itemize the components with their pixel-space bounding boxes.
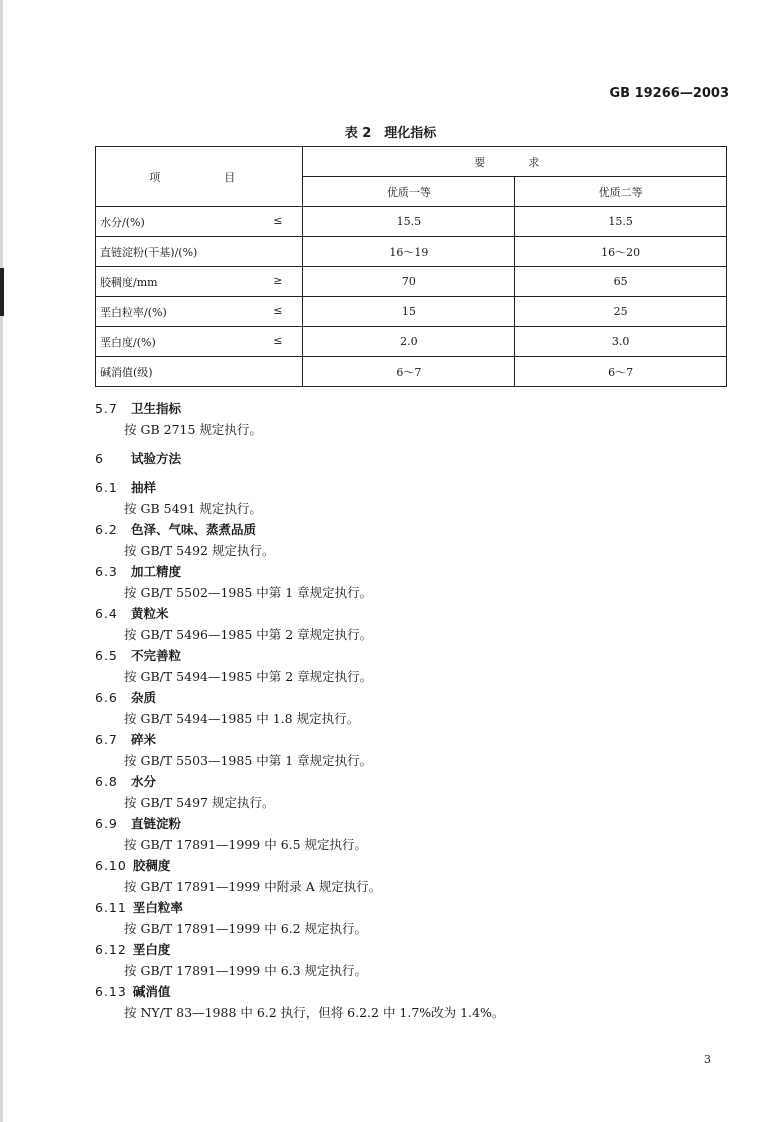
row-name-cell (96, 357, 303, 387)
section-heading (95, 939, 735, 960)
section-title: 杂质 (131, 690, 157, 705)
section-number: 6.4 (95, 606, 118, 621)
section-number: 6 (95, 451, 104, 466)
section-title: 抽样 (131, 480, 157, 495)
section-heading (95, 645, 735, 666)
section-text: 按 GB/T 5494—1985 中第 2 章规定执行。 (124, 669, 373, 684)
section-heading (95, 897, 735, 918)
section-text: 按 GB 5491 规定执行。 (124, 501, 262, 516)
chapter-heading (95, 448, 735, 469)
row-name: 水分/(%) (100, 215, 145, 229)
section-title: 垩白粒率 (132, 900, 183, 915)
section-number: 6.11 (95, 900, 127, 915)
section-heading (95, 855, 735, 876)
section-number: 6.10 (95, 858, 127, 873)
section-heading (95, 729, 735, 750)
row-name-cell (96, 207, 303, 237)
section-heading (95, 519, 735, 540)
column-header-item: 项 目 (96, 147, 303, 207)
section-text: 按 GB/T 17891—1999 中 6.3 规定执行。 (124, 963, 368, 978)
row-name-cell (96, 327, 303, 357)
section-number: 6.7 (95, 732, 118, 747)
section-text: 按 GB/T 5496—1985 中第 2 章规定执行。 (124, 627, 373, 642)
value-grade-1: 70 (303, 267, 515, 297)
section-text: 按 GB/T 17891—1999 中 6.5 规定执行。 (124, 837, 368, 852)
section-title: 黄粒米 (131, 606, 169, 621)
section-title: 试验方法 (131, 451, 182, 466)
comparison-symbol: ≤ (273, 213, 283, 227)
section-text: 按 NY/T 83—1988 中 6.2 执行，但将 6.2.2 中 1.7%改为 1.4%。 (124, 1005, 505, 1020)
table-row (96, 207, 727, 237)
section-title: 加工精度 (131, 564, 182, 579)
section-text: 按 GB/T 5503—1985 中第 1 章规定执行。 (124, 753, 373, 768)
section-text: 按 GB/T 5492 规定执行。 (124, 543, 275, 558)
section-heading (95, 687, 735, 708)
section-heading (95, 477, 735, 498)
value-grade-2: 65 (515, 267, 727, 297)
section-heading (95, 813, 735, 834)
section-title: 不完善粒 (131, 648, 182, 663)
row-name: 垩白度/(%) (100, 335, 156, 349)
section-title: 色泽、气味、蒸煮品质 (131, 522, 257, 537)
section-number: 6.1 (95, 480, 118, 495)
row-name: 胶稠度/mm (100, 275, 158, 289)
physicochemical-table (95, 146, 727, 387)
section-title: 胶稠度 (132, 858, 171, 873)
row-name: 直链淀粉(干基)/(%) (100, 245, 198, 259)
comparison-symbol: ≤ (273, 303, 283, 317)
section-number: 6.3 (95, 564, 118, 579)
section-title: 碱消值 (132, 984, 171, 999)
section-number: 6.2 (95, 522, 118, 537)
value-grade-1: 6～7 (303, 357, 515, 387)
section-title: 垩白度 (132, 942, 171, 957)
section-number: 6.8 (95, 774, 118, 789)
section-text: 按 GB/T 5502—1985 中第 1 章规定执行。 (124, 585, 373, 600)
section-text: 按 GB/T 5494—1985 中 1.8 规定执行。 (124, 711, 360, 726)
section-heading (95, 771, 735, 792)
section-title: 直链淀粉 (131, 816, 182, 831)
table-title: 表 2 理化指标 (344, 126, 437, 141)
scan-edge (0, 0, 3, 1122)
value-grade-2: 16～20 (515, 237, 727, 267)
section-heading (95, 981, 735, 1002)
row-name-cell (96, 237, 303, 267)
standard-number: GB 19266—2003 (609, 86, 729, 101)
section-title: 碎米 (131, 732, 157, 747)
section-title: 卫生指标 (131, 401, 182, 416)
section-number: 5.7 (95, 401, 118, 416)
column-header-grade-2: 优质二等 (515, 177, 727, 207)
section-number: 6.13 (95, 984, 127, 999)
table-row (96, 327, 727, 357)
column-header-requirement: 要 求 (303, 147, 727, 177)
section-heading (95, 603, 735, 624)
section-text: 按 GB/T 5497 规定执行。 (124, 795, 275, 810)
section-heading (95, 561, 735, 582)
table-row (96, 357, 727, 387)
row-name-cell (96, 297, 303, 327)
comparison-symbol: ≥ (273, 273, 283, 287)
section-number: 6.5 (95, 648, 118, 663)
section-number: 6.12 (95, 942, 127, 957)
value-grade-1: 16～19 (303, 237, 515, 267)
table-row (96, 237, 727, 267)
section-heading (95, 398, 735, 419)
section-text: 按 GB 2715 规定执行。 (124, 422, 262, 437)
table-header-row (96, 147, 727, 177)
section-title: 水分 (131, 774, 157, 789)
value-grade-2: 25 (515, 297, 727, 327)
section-text: 按 GB/T 17891—1999 中附录 A 规定执行。 (124, 879, 382, 894)
value-grade-2: 6～7 (515, 357, 727, 387)
value-grade-2: 3.0 (515, 327, 727, 357)
document-body (95, 398, 735, 1023)
table-row (96, 297, 727, 327)
section-number: 6.6 (95, 690, 118, 705)
comparison-symbol: ≤ (273, 333, 283, 347)
value-grade-1: 2.0 (303, 327, 515, 357)
row-name: 垩白粒率/(%) (100, 305, 167, 319)
section-number: 6.9 (95, 816, 118, 831)
page-number: 3 (704, 1053, 711, 1066)
value-grade-2: 15.5 (515, 207, 727, 237)
row-name: 碱消值(级) (100, 365, 153, 379)
column-header-grade-1: 优质一等 (303, 177, 515, 207)
scan-mark (0, 268, 4, 316)
value-grade-1: 15 (303, 297, 515, 327)
table-row (96, 267, 727, 297)
section-text: 按 GB/T 17891—1999 中 6.2 规定执行。 (124, 921, 368, 936)
row-name-cell (96, 267, 303, 297)
value-grade-1: 15.5 (303, 207, 515, 237)
